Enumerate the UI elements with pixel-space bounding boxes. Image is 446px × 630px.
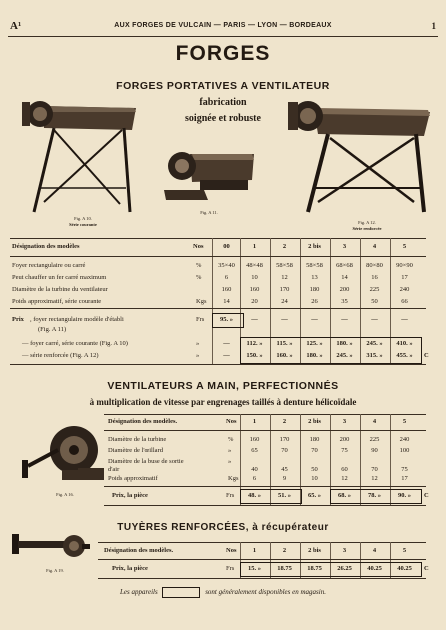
price-row-label: — série renforcée (Fig. A 12) bbox=[22, 352, 99, 359]
spec-value: 60 bbox=[341, 466, 348, 473]
price-value: 18.75 bbox=[307, 565, 322, 572]
footer-text-right: sont généralement disponibles en magasin. bbox=[205, 588, 326, 597]
spec-value: 58×58 bbox=[306, 262, 323, 269]
spec-value: 160 bbox=[249, 436, 260, 443]
spec-value: 40 bbox=[251, 466, 258, 473]
spec-unit: % bbox=[196, 262, 202, 269]
table1-top-rule bbox=[10, 238, 426, 239]
table1-header-rule bbox=[10, 256, 426, 257]
table3-bottom-rule bbox=[98, 578, 426, 579]
spec-value: 200 bbox=[339, 436, 350, 443]
availability-box bbox=[240, 562, 422, 577]
table1-bottom-rule bbox=[10, 364, 426, 365]
spec-value: 180 bbox=[309, 436, 320, 443]
disponibility-mark: C bbox=[424, 492, 429, 499]
price-value: 125. » bbox=[306, 340, 323, 347]
model-number: 3 bbox=[342, 547, 347, 554]
table1-unit-header: Nos bbox=[193, 243, 204, 250]
spec-value: 80×80 bbox=[366, 262, 383, 269]
price-value: — bbox=[223, 340, 230, 347]
firm-name: AUX FORGES DE VULCAIN — PARIS — LYON — BORDEAUX bbox=[114, 22, 332, 29]
spec-value: 68×68 bbox=[336, 262, 353, 269]
price-value: 455. » bbox=[396, 352, 413, 359]
spec-value: 225 bbox=[369, 286, 380, 293]
model-number: 2 bis bbox=[308, 547, 321, 554]
spec-value: 14 bbox=[341, 274, 348, 281]
model-number: 2 bbox=[282, 547, 287, 554]
spec-value: 170 bbox=[279, 286, 290, 293]
section2-subtitle: à multiplication de vitesse par engrenages taillés à denture hélicoïdale bbox=[89, 397, 357, 407]
spec-value: 90×90 bbox=[396, 262, 413, 269]
spec-unit: » bbox=[228, 458, 232, 465]
availability-note bbox=[0, 587, 446, 598]
page-header bbox=[8, 22, 438, 34]
table1-price-rule bbox=[10, 308, 426, 309]
availability-box bbox=[330, 489, 422, 504]
spec-label: Poids approximatif bbox=[108, 475, 158, 482]
spec-value: 10 bbox=[311, 475, 318, 482]
price-value: 245. » bbox=[366, 340, 383, 347]
table1-header-label: Désignation des modèles bbox=[12, 243, 80, 250]
price-label: Prix bbox=[12, 316, 24, 323]
spec-value: 20 bbox=[251, 298, 258, 305]
price-row-label: — foyer carré, série courante (Fig. A 10) bbox=[22, 340, 128, 347]
model-number: 5 bbox=[402, 418, 407, 425]
spec-label: Diamètre de la turbine du ventilateur bbox=[12, 286, 108, 293]
spec-value: 170 bbox=[279, 436, 290, 443]
availability-frame-symbol bbox=[162, 587, 200, 598]
spec-value: 240 bbox=[399, 436, 410, 443]
spec-value: 6 bbox=[224, 274, 229, 281]
footer-text-left: Les appareils bbox=[120, 588, 158, 597]
spec-value: 160 bbox=[221, 286, 232, 293]
spec-value: 13 bbox=[311, 274, 318, 281]
spec-value: 225 bbox=[369, 436, 380, 443]
spec-unit: » bbox=[228, 447, 232, 454]
section1-subtitle-1: fabrication bbox=[199, 97, 247, 108]
spec-unit: % bbox=[196, 274, 202, 281]
spec-value: 12 bbox=[341, 475, 348, 482]
model-number: 1 bbox=[252, 243, 257, 250]
price-unit: Frs bbox=[226, 565, 235, 572]
spec-unit: Kgs bbox=[228, 475, 239, 482]
price-value: — bbox=[251, 316, 258, 323]
spec-label: Diamètre de l'œillard bbox=[108, 447, 163, 454]
price-value: 48. » bbox=[248, 492, 261, 499]
fig-a10-caption: Fig. A 10. Série courante bbox=[69, 216, 97, 227]
model-number: 1 bbox=[252, 418, 257, 425]
availability-box bbox=[240, 489, 302, 504]
price-value: 315. » bbox=[366, 352, 383, 359]
spec-label: Diamètre de la turbine bbox=[108, 436, 167, 443]
spec-value: 75 bbox=[401, 466, 408, 473]
price-value: — bbox=[401, 316, 408, 323]
model-number: 4 bbox=[372, 547, 377, 554]
spec-label: Diamètre de la buse de sortie bbox=[108, 458, 184, 465]
price-label: Prix, la pièce bbox=[112, 565, 148, 572]
price-unit: Frs bbox=[226, 492, 235, 499]
model-number: 2 bbox=[282, 418, 287, 425]
price-value: — bbox=[311, 316, 318, 323]
table2-header-label: Désignation des modèles. bbox=[108, 418, 178, 425]
table3-unit-header: Nos bbox=[226, 547, 237, 554]
model-number: 3 bbox=[342, 243, 347, 250]
spec-value: 35 bbox=[341, 298, 348, 305]
spec-value: 50 bbox=[371, 298, 378, 305]
spec-value: 50 bbox=[311, 466, 318, 473]
model-number: 5 bbox=[402, 243, 407, 250]
price-value: 245. » bbox=[336, 352, 353, 359]
spec-value: 10 bbox=[251, 274, 258, 281]
fig-a11-caption: Fig. A 11. bbox=[200, 210, 218, 215]
tuyere-illustration bbox=[10, 528, 92, 568]
table3-top-rule bbox=[98, 542, 426, 543]
spec-value: 180 bbox=[309, 286, 320, 293]
price-value: 65. » bbox=[308, 492, 321, 499]
disponibility-mark: C bbox=[424, 565, 429, 572]
price-value: — bbox=[223, 352, 230, 359]
price-unit: Frs bbox=[196, 316, 205, 323]
forge-series-courante-illustration bbox=[14, 92, 140, 216]
price-row-figure: (Fig. A 11) bbox=[38, 326, 67, 333]
price-value: 180. » bbox=[336, 340, 353, 347]
page-title: FORGES bbox=[175, 42, 271, 65]
page-number: 1 bbox=[431, 21, 436, 31]
spec-value: 240 bbox=[399, 286, 410, 293]
price-label: Prix, la pièce bbox=[112, 492, 148, 499]
spec-value: 16 bbox=[371, 274, 378, 281]
spec-label-cont: d'air bbox=[108, 466, 120, 473]
spec-value: 100 bbox=[399, 447, 410, 454]
availability-box bbox=[212, 313, 244, 328]
spec-value: 70 bbox=[371, 466, 378, 473]
disponibility-mark: C bbox=[424, 352, 429, 359]
price-value: 40.25 bbox=[367, 565, 382, 572]
spec-value: 6 bbox=[252, 475, 257, 482]
spec-label: Peut chauffer un fer carré maximum bbox=[12, 274, 107, 281]
model-number: 1 bbox=[252, 547, 257, 554]
section1-subtitle-2: soignée et robuste bbox=[185, 113, 261, 124]
spec-value: 65 bbox=[251, 447, 258, 454]
price-value: 160. » bbox=[276, 352, 293, 359]
spec-value: 70 bbox=[281, 447, 288, 454]
price-value: 26.25 bbox=[337, 565, 352, 572]
price-unit: » bbox=[196, 352, 200, 359]
spec-value: 48×48 bbox=[246, 262, 263, 269]
catalogue-code: A¹ bbox=[10, 20, 22, 32]
price-value: 112. » bbox=[246, 340, 263, 347]
availability-box bbox=[240, 337, 422, 364]
price-value: 410. » bbox=[396, 340, 413, 347]
section2-title: VENTILATEURS A MAIN, PERFECTIONNÉS bbox=[107, 380, 339, 392]
header-rule bbox=[8, 36, 438, 37]
spec-value: 160 bbox=[249, 286, 260, 293]
table2-price-rule bbox=[104, 486, 426, 487]
model-number: 3 bbox=[342, 418, 347, 425]
table3-header-rule bbox=[98, 559, 426, 560]
spec-value: 24 bbox=[281, 298, 288, 305]
spec-value: 17 bbox=[401, 475, 408, 482]
spec-value: 200 bbox=[339, 286, 350, 293]
price-value: 15. » bbox=[248, 565, 261, 572]
model-number: 2 bis bbox=[308, 243, 321, 250]
price-value: 90. » bbox=[398, 492, 411, 499]
price-value: 95. » bbox=[220, 316, 233, 323]
price-value: 51. » bbox=[278, 492, 291, 499]
model-number: 2 bis bbox=[308, 418, 321, 425]
model-number: 4 bbox=[372, 418, 377, 425]
section1-title: FORGES PORTATIVES A VENTILATEUR bbox=[116, 80, 330, 92]
spec-unit: % bbox=[228, 436, 234, 443]
spec-value: 75 bbox=[341, 447, 348, 454]
spec-value: 45 bbox=[281, 466, 288, 473]
spec-unit: Kgs bbox=[196, 298, 207, 305]
table2-unit-header: Nos bbox=[226, 418, 237, 425]
price-value: — bbox=[371, 316, 378, 323]
section3-title: TUYÈRES RENFORCÉES, à récupérateur bbox=[117, 522, 329, 533]
price-value: 180. » bbox=[306, 352, 323, 359]
price-value: 150. » bbox=[246, 352, 263, 359]
model-number: 4 bbox=[372, 243, 377, 250]
spec-label: Poids approximatif, série courante bbox=[12, 298, 102, 305]
spec-value: 12 bbox=[371, 475, 378, 482]
price-value: — bbox=[341, 316, 348, 323]
price-value: 115. » bbox=[276, 340, 293, 347]
hand-ventilator-illustration bbox=[18, 420, 110, 490]
spec-value: 26 bbox=[311, 298, 318, 305]
model-number: 5 bbox=[402, 547, 407, 554]
price-value: 78. » bbox=[368, 492, 381, 499]
table3-header-label: Désignation des modèles. bbox=[104, 547, 174, 554]
price-value: — bbox=[281, 316, 288, 323]
model-number: 00 bbox=[223, 243, 230, 250]
spec-value: 35×40 bbox=[218, 262, 235, 269]
price-value: 40.25 bbox=[397, 565, 412, 572]
spec-label: Foyer rectangulaire ou carré bbox=[12, 262, 86, 269]
price-value: 68. » bbox=[338, 492, 351, 499]
spec-value: 66 bbox=[401, 298, 408, 305]
spec-value: 17 bbox=[401, 274, 408, 281]
table2-header-rule bbox=[104, 430, 426, 431]
spec-value: 12 bbox=[281, 274, 288, 281]
price-unit: » bbox=[196, 340, 200, 347]
price-row-label: , foyer rectangulaire modèle d'établi bbox=[30, 316, 124, 323]
spec-value: 14 bbox=[223, 298, 230, 305]
table2-top-rule bbox=[104, 414, 426, 415]
spec-value: 90 bbox=[371, 447, 378, 454]
price-value: 18.75 bbox=[277, 565, 292, 572]
table2-bottom-rule bbox=[104, 505, 426, 506]
fig-a19-caption: Fig. A 19. bbox=[46, 568, 64, 573]
model-number: 2 bbox=[282, 243, 287, 250]
fig-a12-caption: Fig. A 12. Série renforcée bbox=[352, 220, 382, 231]
spec-value: 70 bbox=[311, 447, 318, 454]
forge-serie-renforcee-illustration bbox=[284, 92, 434, 216]
forge-etabli-illustration bbox=[160, 142, 258, 206]
spec-value: 58×58 bbox=[276, 262, 293, 269]
spec-value: 9 bbox=[282, 475, 287, 482]
fig-a16-caption: Fig. A 16. bbox=[56, 492, 74, 497]
